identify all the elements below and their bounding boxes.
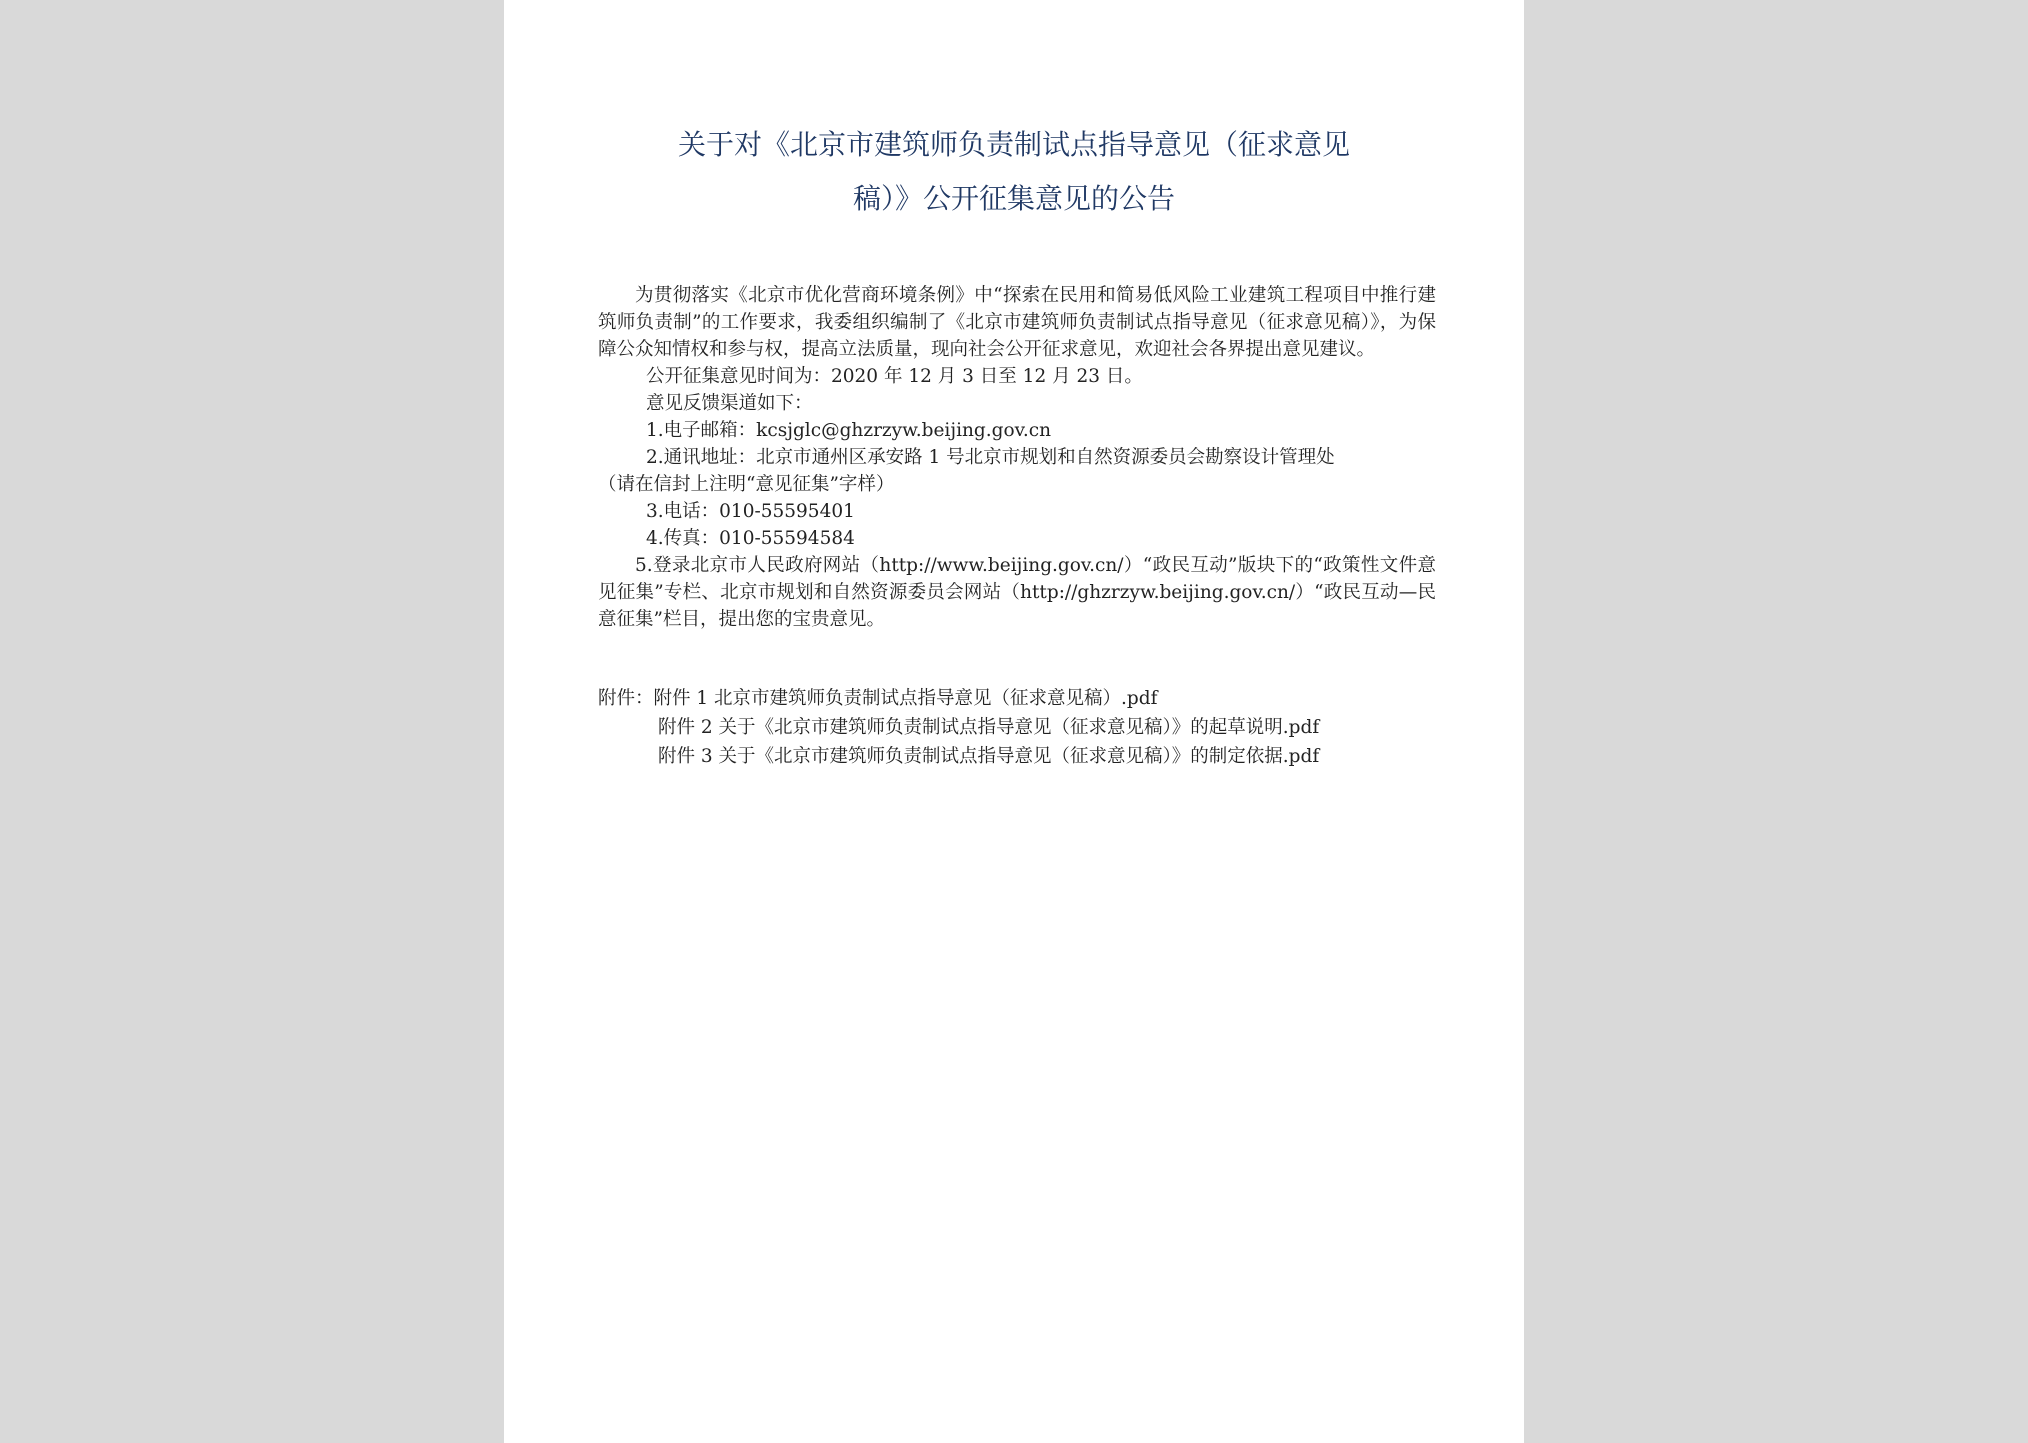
attachment-link-3[interactable]: 附件 3 关于《北京市建筑师负责制试点指导意见（征求意见稿）》的制定依据.pdf [658,746,1320,767]
channel-website: 5.登录北京市人民政府网站（http://www.beijing.gov.cn/）“政民互动”版块下的“政策性文件意见征集”专栏、北京市规划和自然资源委员会网站（http://ghzrzyw.beijing.gov.cn/）“政民互动—民意征集”栏目，提出您的宝贵意见。 [598,555,1436,630]
page-title [504,118,1524,226]
channel-address-line-2: （请在信封上注明“意见征集”字样） [598,474,895,495]
channel-email: 1.电子邮箱：kcsjglc@ghzrzyw.beijing.gov.cn [646,420,1052,441]
attachment-row-2 [598,713,1319,742]
attachment-link-2[interactable]: 附件 2 关于《北京市建筑师负责制试点指导意见（征求意见稿）》的起草说明.pdf [658,717,1320,738]
attachments-list [598,684,1319,771]
notice-body [598,282,1436,633]
document-page [504,0,1524,1443]
attachment-row-1 [598,684,1319,713]
channel-phone: 3.电话：010-55595401 [646,501,855,522]
period-line: 公开征集意见时间为：2020 年 12 月 3 日至 12 月 23 日。 [646,366,1143,387]
title-line-2: 稿）》公开征集意见的公告 [852,182,1175,215]
channels-label: 意见反馈渠道如下： [646,393,813,414]
attachment-row-3 [598,742,1319,771]
title-line-1: 关于对《北京市建筑师负责制试点指导意见（征求意见 [677,128,1350,161]
intro-paragraph: 为贯彻落实《北京市优化营商环境条例》中“探索在民用和简易低风险工业建筑工程项目中推行建筑师负责制”的工作要求，我委组织编制了《北京市建筑师负责制试点指导意见（征求意见稿）》，为保障公众知情权和参与权，提高立法质量，现向社会公开征求意见，欢迎社会各界提出意见建议。 [598,285,1436,360]
attachments-label: 附件： [598,688,654,709]
channel-fax: 4.传真：010-55594584 [646,528,855,549]
attachment-link-1[interactable]: 附件 1 北京市建筑师负责制试点指导意见（征求意见稿）.pdf [653,688,1158,709]
channel-address-line-1: 2.通讯地址：北京市通州区承安路 1 号北京市规划和自然资源委员会勘察设计管理处 [646,447,1335,468]
